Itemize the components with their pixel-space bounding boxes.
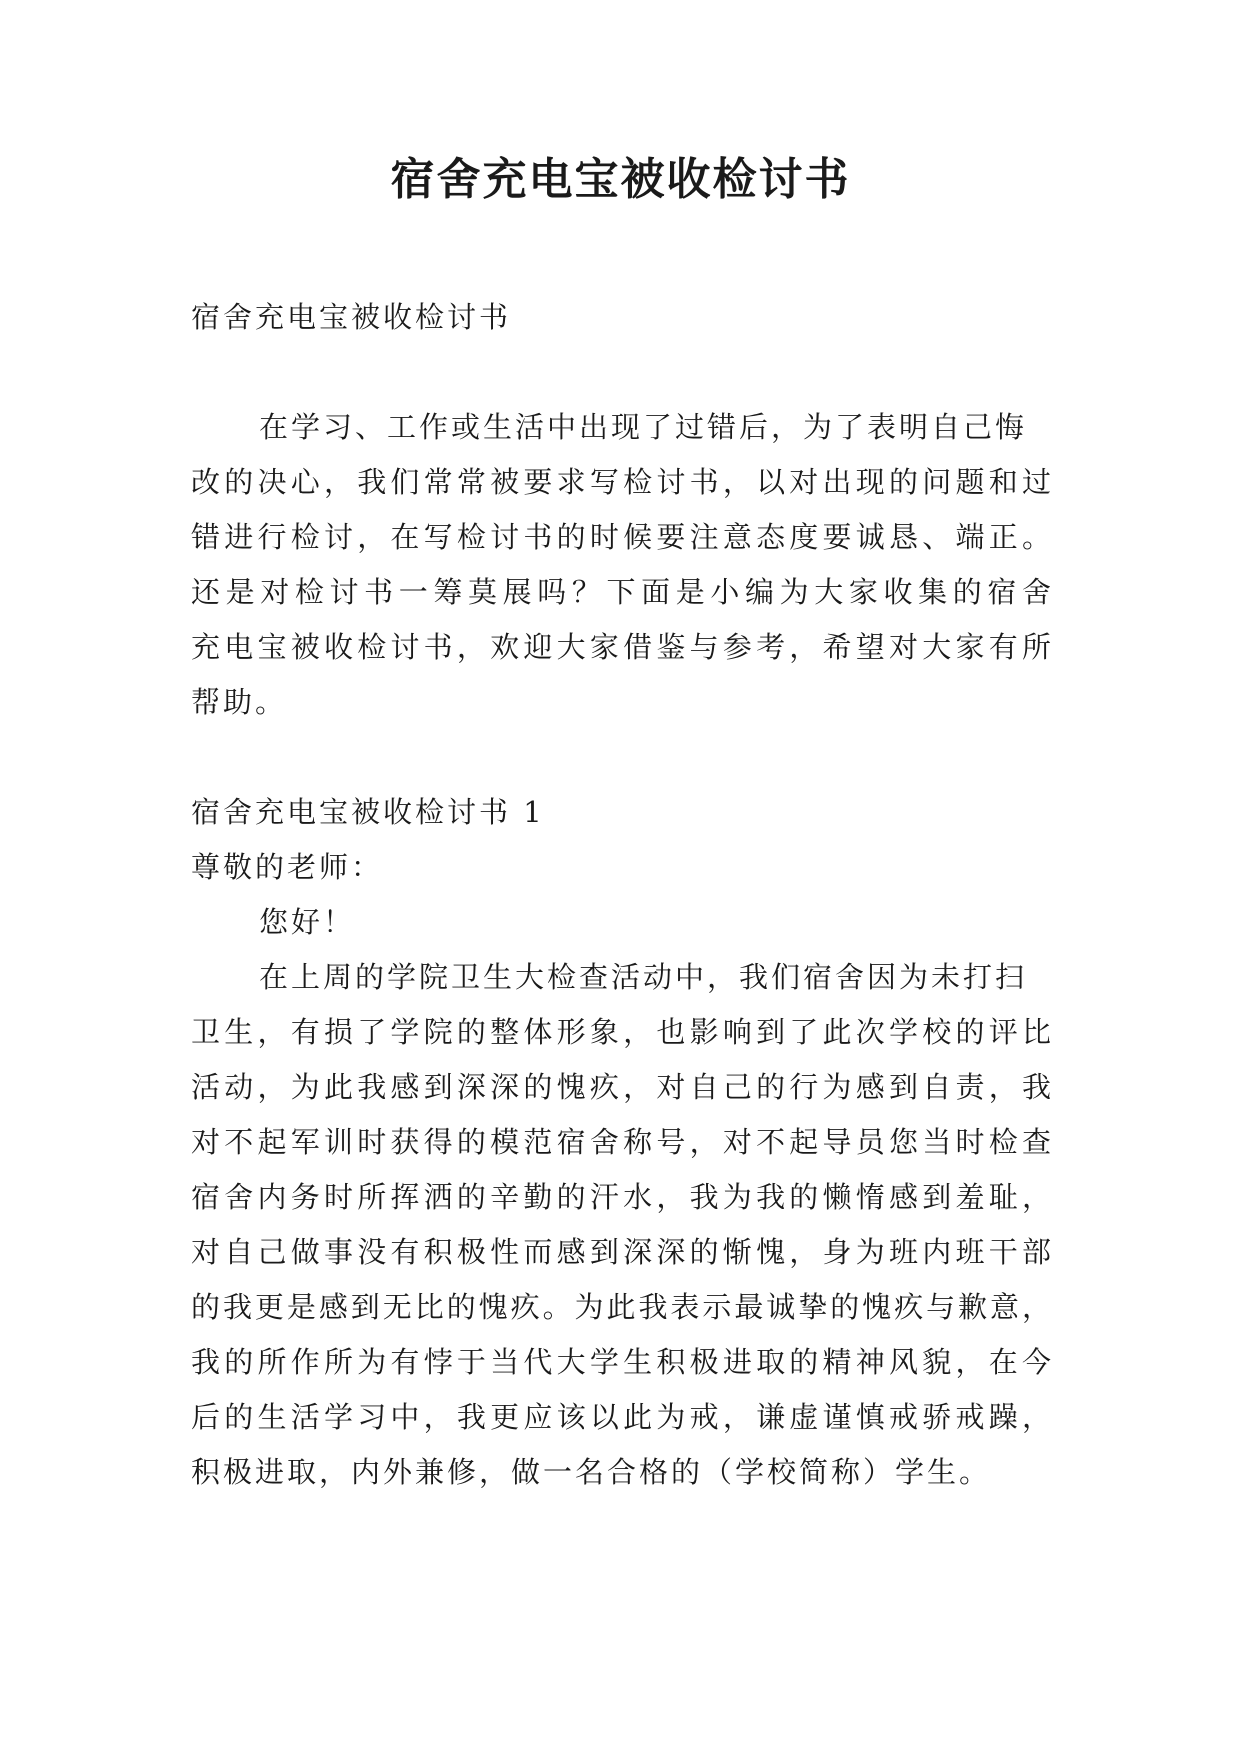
- body-line: 活动，为此我感到深深的愧疚，对自己的行为感到自责，我: [191, 1070, 1051, 1104]
- body-line: 对不起军训时获得的模范宿舍称号，对不起导员您当时检查: [191, 1125, 1051, 1159]
- body-line: 后的生活学习中，我更应该以此为戒，谦虚谨慎戒骄戒躁，: [191, 1400, 1051, 1434]
- intro-paragraph: [191, 400, 1051, 730]
- body-line: 在上周的学院卫生大检查活动中，我们宿舍因为未打扫: [259, 960, 1028, 994]
- spacer: [191, 345, 1051, 400]
- document-body: [191, 290, 1051, 1500]
- intro-line: 改的决心，我们常常被要求写检讨书，以对出现的问题和过: [191, 465, 1051, 499]
- intro-line: 帮助。: [191, 685, 288, 719]
- body-paragraph: [191, 950, 1051, 1500]
- document-title: 宿舍充电宝被收检讨书: [390, 154, 851, 205]
- salutation: 尊敬的老师：: [191, 850, 384, 884]
- intro-line: 充电宝被收检讨书，欢迎大家借鉴与参考，希望对大家有所: [191, 630, 1051, 664]
- intro-line: 还是对检讨书一筹莫展吗？下面是小编为大家收集的宿舍: [191, 575, 1051, 609]
- spacer: [191, 730, 1051, 785]
- greeting: 您好！: [259, 905, 356, 939]
- intro-line: 错进行检讨，在写检讨书的时候要注意态度要诚恳、端正。: [191, 520, 1051, 554]
- subtitle: 宿舍充电宝被收检讨书: [191, 300, 512, 334]
- body-line: 卫生，有损了学院的整体形象，也影响到了此次学校的评比: [191, 1015, 1051, 1049]
- body-line: 我的所作所为有悖于当代大学生积极进取的精神风貌，在今: [191, 1345, 1051, 1379]
- body-line: 对自己做事没有积极性而感到深深的惭愧，身为班内班干部: [191, 1235, 1051, 1269]
- intro-line: 在学习、工作或生活中出现了过错后，为了表明自己悔: [259, 410, 1028, 444]
- section-heading: 宿舍充电宝被收检讨书 1: [191, 795, 545, 829]
- body-line: 宿舍内务时所挥洒的辛勤的汗水，我为我的懒惰感到羞耻，: [191, 1180, 1051, 1214]
- body-line: 积极进取，内外兼修，做一名合格的（学校简称）学生。: [191, 1455, 992, 1489]
- body-line: 的我更是感到无比的愧疚。为此我表示最诚挚的愧疚与歉意，: [191, 1290, 1051, 1324]
